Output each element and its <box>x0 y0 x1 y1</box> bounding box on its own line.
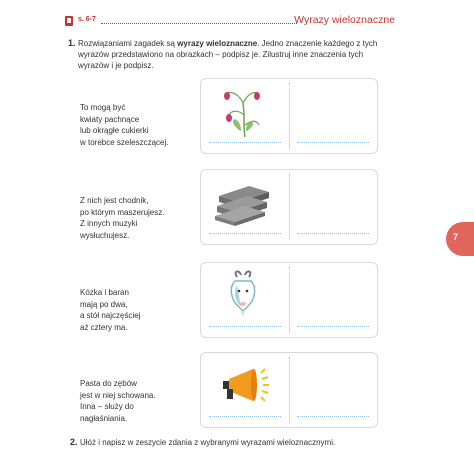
riddle-line: Pasta do zębów <box>80 379 137 388</box>
page-number: 7 <box>453 232 459 242</box>
answer-card-1 <box>200 78 378 154</box>
answer-line[interactable] <box>297 142 369 143</box>
task-text-before: Rozwiązaniami zagadek są <box>78 39 178 48</box>
riddle-line: Kózka i baran <box>80 288 129 297</box>
card-divider <box>289 83 290 149</box>
stack-of-slabs-icon <box>209 176 281 228</box>
page-header <box>65 14 395 30</box>
riddle-line: wysłuchujesz. <box>80 230 130 240</box>
task-number: 1. <box>68 38 76 48</box>
answer-line[interactable] <box>209 416 281 417</box>
riddle-line: lub okrągłe cukierki <box>80 126 149 135</box>
book-icon <box>65 16 73 26</box>
answer-line[interactable] <box>297 416 369 417</box>
riddle-line: jest w niej schowana. <box>80 390 156 400</box>
task-2-instructions <box>70 437 400 447</box>
riddle-2 <box>80 195 198 241</box>
riddle-3 <box>80 287 198 333</box>
riddle-line: Z innych muzyki <box>80 219 138 228</box>
flower-bells-icon <box>209 85 281 137</box>
answer-card-3 <box>200 262 378 338</box>
task-number: 2. <box>70 437 78 447</box>
section-title: Wyrazy wieloznaczne <box>294 14 395 26</box>
answer-line[interactable] <box>209 326 281 327</box>
card-divider <box>289 357 290 423</box>
riddle-line: Inna – służy do <box>80 402 134 411</box>
answer-line[interactable] <box>209 142 281 143</box>
riddle-1 <box>80 102 198 148</box>
task-text: Ułóż i napisz w zeszycie zdania z wybranymi wyrazami wieloznacznymi. <box>80 438 336 447</box>
riddle-line: To mogą być <box>80 103 126 112</box>
card-divider <box>289 267 290 333</box>
riddle-line: mają po dwa, <box>80 299 128 309</box>
answer-line[interactable] <box>209 233 281 234</box>
page-reference: s. 6-7 <box>78 16 96 23</box>
megaphone-icon <box>209 359 281 411</box>
riddle-line: kwiaty pachnące <box>80 114 140 124</box>
task-text-after: . Jedno znaczenie każdego z tych wyrazów przedstawiono na obrazkach – podpisz je. Zilustruj inne znaczenia tych wyrazów i je podpisz. <box>78 39 378 70</box>
riddle-line: Z nich jest chodnik, <box>80 196 149 205</box>
header-dotted-line <box>101 23 297 24</box>
riddle-line: aż cztery ma. <box>80 322 128 332</box>
page-number-tab <box>446 222 474 256</box>
answer-card-4 <box>200 352 378 428</box>
task-text-bold: wyrazy wieloznaczne <box>177 39 258 48</box>
riddle-line: nagłaśniania. <box>80 413 128 423</box>
riddle-line: po którym maszerujesz. <box>80 207 165 217</box>
task-1-instructions <box>68 38 390 71</box>
answer-card-2 <box>200 169 378 245</box>
answer-line[interactable] <box>297 326 369 327</box>
card-divider <box>289 174 290 240</box>
riddle-line: w torebce szeleszczącej. <box>80 137 169 147</box>
riddle-line: a stół najczęściej <box>80 311 141 320</box>
answer-line[interactable] <box>297 233 369 234</box>
goat-head-icon <box>209 269 281 321</box>
riddle-4 <box>80 378 198 424</box>
